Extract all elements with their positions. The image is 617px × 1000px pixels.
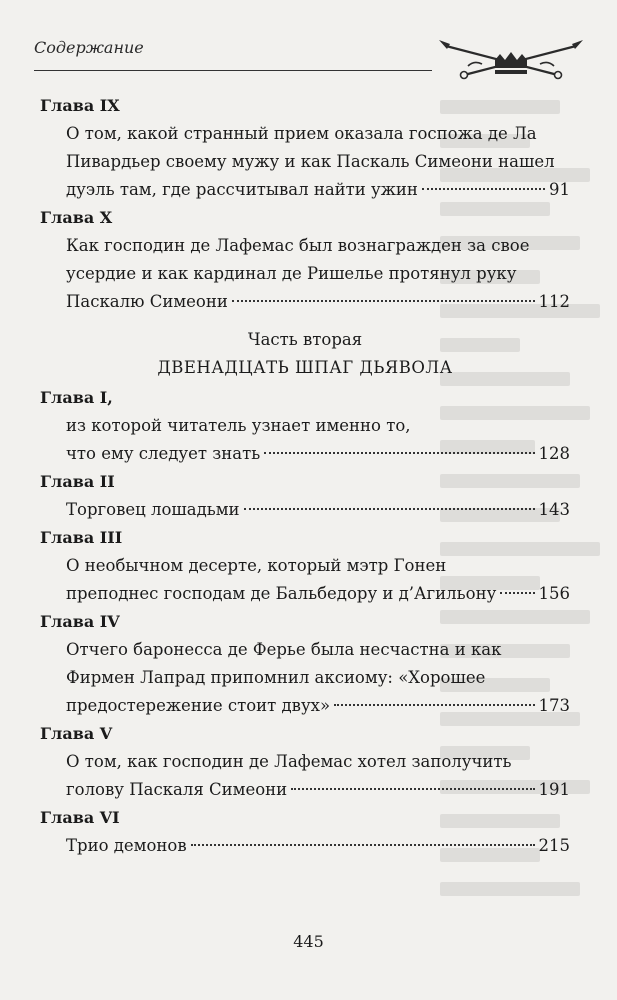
page-ref: 191	[538, 780, 570, 799]
toc-entry-part2-chapter-1	[40, 384, 570, 468]
toc-entry-part2-chapter-6	[40, 804, 570, 860]
toc-entry-part2-chapter-3	[40, 524, 570, 608]
chapter-label: Глава V	[40, 724, 113, 743]
chapter-label: Глава I,	[40, 388, 113, 407]
chapter-label: Глава III	[40, 528, 123, 547]
chapter-label: Глава IV	[40, 612, 120, 631]
page-ref: 173	[538, 696, 570, 715]
toc-entry-chapter-10	[40, 204, 570, 316]
chapter-title-text: голову Паскаля Симеони	[66, 780, 288, 799]
chapter-label: Глава II	[40, 472, 115, 491]
chapter-label: Глава VI	[40, 808, 120, 827]
dot-leader	[232, 300, 535, 302]
toc-entry-part2-chapter-5	[40, 720, 570, 804]
part-title: Часть вторая	[247, 330, 363, 349]
chapter-title-text: что ему следует знать	[66, 444, 261, 463]
page-number: 445	[293, 932, 324, 951]
chapter-title-line: О том, как господин де Лафемас хотел заполучить	[66, 752, 512, 771]
chapter-title-last-line	[66, 440, 570, 468]
dot-leader	[264, 452, 534, 454]
chapter-title-text: преподнес господам де Бальбедору и д’Агильону	[66, 584, 497, 603]
chapter-title-line: усердие и как кардинал де Ришелье протянул руку	[66, 264, 517, 283]
page-ref: 112	[538, 292, 570, 311]
toc-entry-part2-chapter-2	[40, 468, 570, 524]
chapter-title-line: О необычном десерте, который мэтр Гонен	[66, 556, 447, 575]
chapter-title-last-line	[66, 580, 570, 608]
dot-leader	[422, 188, 545, 190]
toc-entry-part2-chapter-4	[40, 608, 570, 720]
chapter-label: Глава IX	[40, 96, 120, 115]
chapter-title-last-line	[66, 176, 570, 204]
chapter-title-last-line	[66, 288, 570, 316]
crossed-swords-crown-icon	[436, 30, 586, 86]
dot-leader	[244, 508, 535, 510]
table-of-contents	[40, 92, 570, 860]
running-header	[34, 30, 584, 86]
chapter-title-text: Трио демонов	[66, 836, 187, 855]
chapter-title-text: дуэль там, где рассчитывал найти ужин	[66, 180, 418, 199]
header-rule	[34, 70, 432, 71]
chapter-title-text: предостережение стоит двух»	[66, 696, 331, 715]
chapter-label: Глава X	[40, 208, 113, 227]
chapter-title-line: из которой читатель узнает именно то,	[66, 416, 411, 435]
chapter-title-last-line	[66, 496, 570, 524]
dot-leader	[334, 704, 534, 706]
toc-entry-chapter-9	[40, 92, 570, 204]
chapter-title-line: Как господин де Лафемас был вознагражден за свое	[66, 236, 530, 255]
page-ref: 156	[538, 584, 570, 603]
page-ref: 128	[538, 444, 570, 463]
chapter-title-line: Пивардьер своему мужу и как Паскаль Симеони нашел	[66, 152, 555, 171]
chapter-title-line: Отчего баронесса де Ферье была несчастна и как	[66, 640, 502, 659]
dot-leader	[500, 592, 534, 594]
chapter-title-line: Фирмен Лапрад припомнил аксиому: «Хорошее	[66, 668, 486, 687]
chapter-title-text: Торговец лошадьми	[66, 500, 240, 519]
header-title: Содержание	[34, 38, 144, 57]
dot-leader	[191, 844, 535, 846]
chapter-title-last-line	[66, 692, 570, 720]
chapter-title-last-line	[66, 832, 570, 860]
dot-leader	[291, 788, 534, 790]
part-name: ДВЕНАДЦАТЬ ШПАГ ДЬЯВОЛА	[157, 358, 453, 377]
page-ref: 91	[549, 180, 570, 199]
page-ref: 215	[538, 836, 570, 855]
chapter-title-text: Паскалю Симеони	[66, 292, 228, 311]
chapter-title-line: О том, какой странный прием оказала госпожа де Ла	[66, 124, 537, 143]
page-ref: 143	[538, 500, 570, 519]
chapter-title-last-line	[66, 776, 570, 804]
